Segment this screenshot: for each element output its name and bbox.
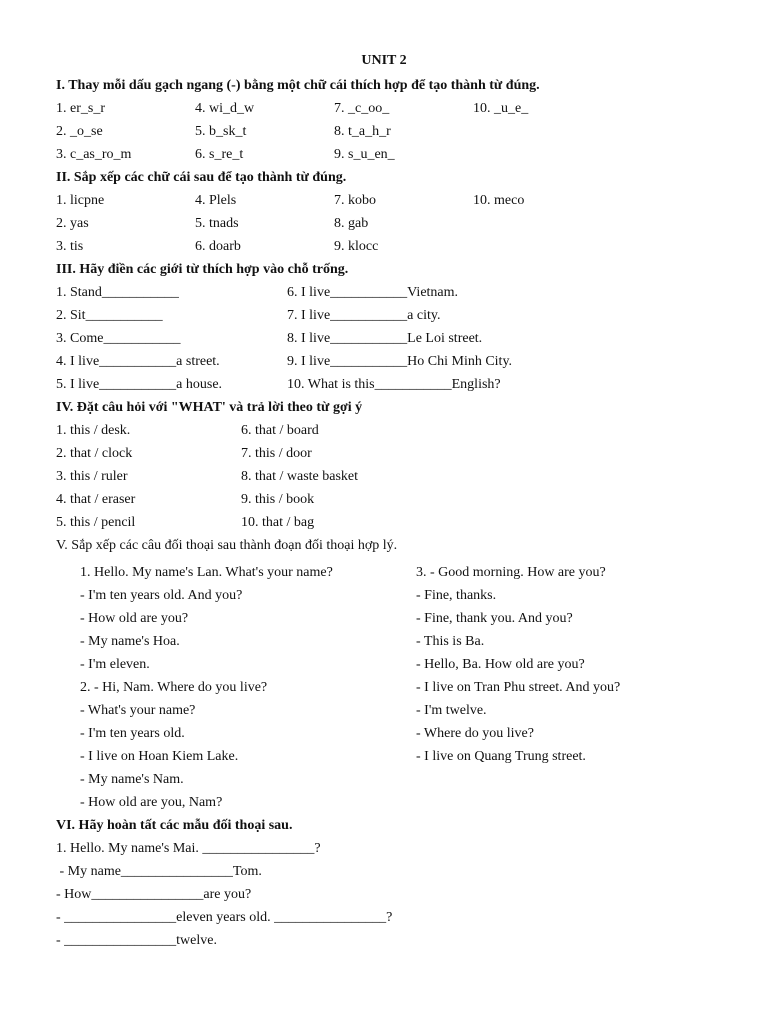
section-3-heading: III. Hãy điền các giới từ thích hợp vào chỗ trống.	[56, 262, 349, 277]
dialogue-line: 3. - Good morning. How are you?	[416, 565, 606, 580]
dialogue-line: - I'm eleven.	[80, 657, 150, 672]
exercise-item: 4. wi_d_w	[195, 101, 255, 116]
dialogue-line: - Fine, thanks.	[416, 588, 497, 603]
exercise-item: 10. meco	[473, 193, 525, 208]
dialogue-line: - How old are you?	[80, 611, 189, 626]
exercise-item: 7. this / door	[241, 446, 312, 461]
exercise-item: 8. I live___________Le Loi street.	[287, 331, 483, 346]
exercise-item: 6. doarb	[195, 239, 241, 254]
dialogue-line: - My name________________Tom.	[56, 864, 262, 879]
exercise-item: 4. Plels	[195, 193, 237, 208]
dialogue-line: - This is Ba.	[416, 634, 485, 649]
exercise-item: 8. gab	[334, 216, 369, 231]
dialogue-line: - I live on Tran Phu street. And you?	[416, 680, 621, 695]
exercise-item: 8. t_a_h_r	[334, 124, 391, 139]
dialogue-line: - Hello, Ba. How old are you?	[416, 657, 585, 672]
exercise-item: 2. _o_se	[56, 124, 103, 139]
dialogue-line: - ________________twelve.	[56, 933, 217, 948]
exercise-item: 1. licpne	[56, 193, 105, 208]
exercise-item: 4. I live___________a street.	[56, 354, 220, 369]
section-4-heading: IV. Đặt câu hỏi với "WHAT' và trả lời theo từ gợi ý	[56, 400, 363, 415]
exercise-item: 2. that / clock	[56, 446, 133, 461]
exercise-item: 7. _c_oo_	[334, 101, 390, 116]
exercise-item: 3. Come___________	[56, 331, 181, 346]
exercise-item: 7. kobo	[334, 193, 376, 208]
dialogue-line: 1. Hello. My name's Lan. What's your name?	[80, 565, 333, 580]
exercise-item: 8. that / waste basket	[241, 469, 359, 484]
dialogue-line: - I'm twelve.	[416, 703, 487, 718]
dialogue-line: - My name's Nam.	[80, 772, 184, 787]
exercise-item: 3. c_as_ro_m	[56, 147, 132, 162]
exercise-item: 3. tis	[56, 239, 84, 254]
exercise-item: 3. this / ruler	[56, 469, 128, 484]
exercise-item: 1. Stand___________	[56, 285, 179, 300]
dialogue-line: - Where do you live?	[416, 726, 534, 741]
dialogue-line: - ________________eleven years old. ________________?	[56, 910, 393, 925]
exercise-item: 1. this / desk.	[56, 423, 131, 438]
dialogue-line: 2. - Hi, Nam. Where do you live?	[80, 680, 268, 695]
exercise-item: 9. s_u_en_	[334, 147, 395, 162]
exercise-item: 9. this / book	[241, 492, 315, 507]
exercise-item: 2. yas	[56, 216, 89, 231]
exercise-item: 6. s_re_t	[195, 147, 244, 162]
dialogue-line: - How________________are you?	[56, 887, 252, 902]
dialogue-line: - I live on Quang Trung street.	[416, 749, 586, 764]
exercise-item: 4. that / eraser	[56, 492, 136, 507]
exercise-item: 10. What is this___________English?	[287, 377, 501, 392]
section-1-heading: I. Thay mỗi dấu gạch ngang (-) bằng một chữ cái thích hợp để tạo thành từ đúng.	[56, 78, 540, 93]
exercise-item: 5. tnads	[195, 216, 239, 231]
exercise-item: 6. that / board	[241, 423, 319, 438]
exercise-item: 6. I live___________Vietnam.	[287, 285, 459, 300]
page-title: UNIT 2	[361, 53, 407, 68]
exercise-item: 10. that / bag	[241, 515, 315, 530]
exercise-item: 2. Sit___________	[56, 308, 163, 323]
dialogue-line: - I'm ten years old. And you?	[80, 588, 243, 603]
section-2-heading: II. Sắp xếp các chữ cái sau để tạo thành từ đúng.	[56, 170, 347, 185]
section-5-heading: V. Sắp xếp các câu đối thoại sau thành đoạn đối thoại hợp lý.	[56, 538, 398, 553]
exercise-item: 7. I live___________a city.	[287, 308, 441, 323]
exercise-item: 5. b_sk_t	[195, 124, 247, 139]
dialogue-line: - What's your name?	[80, 703, 196, 718]
dialogue-line: - How old are you, Nam?	[80, 795, 223, 810]
exercise-item: 5. I live___________a house.	[56, 377, 223, 392]
exercise-item: 9. I live___________Ho Chi Minh City.	[287, 354, 513, 369]
dialogue-line: - My name's Hoa.	[80, 634, 180, 649]
exercise-item: 10. _u_e_	[473, 101, 529, 116]
exercise-item: 1. er_s_r	[56, 101, 105, 116]
dialogue-line: - Fine, thank you. And you?	[416, 611, 573, 626]
exercise-item: 9. klocc	[334, 239, 379, 254]
dialogue-line: - I live on Hoan Kiem Lake.	[80, 749, 239, 764]
dialogue-line: - I'm ten years old.	[80, 726, 185, 741]
dialogue-line: 1. Hello. My name's Mai. ________________?	[56, 841, 321, 856]
exercise-item: 5. this / pencil	[56, 515, 136, 530]
section-6-heading: VI. Hãy hoàn tất các mẫu đối thoại sau.	[56, 818, 293, 833]
